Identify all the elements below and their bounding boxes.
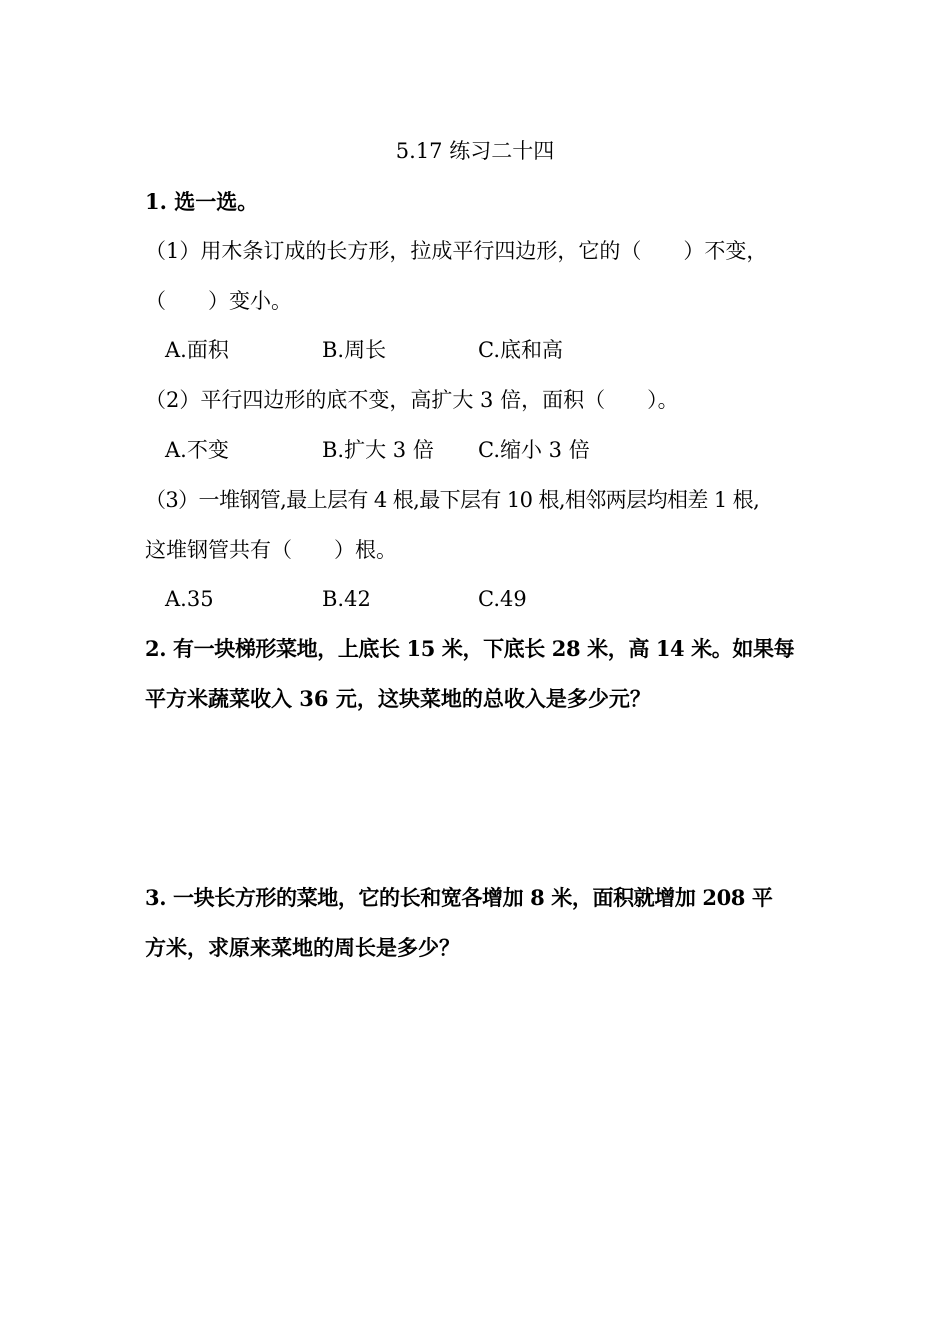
q1-sub2-option-b: B.扩大 3 倍	[322, 438, 434, 462]
page-title: 5.17 练习二十四	[395, 139, 555, 163]
q1-sub1-option-b: B.周长	[322, 338, 387, 362]
q1-sub1-line2: （ ）变小。	[145, 289, 292, 313]
q3-line2: 方米，求原来菜地的周长是多少？	[145, 935, 460, 960]
q1-sub3-line2: 这堆钢管共有（ ）根。	[145, 538, 397, 562]
q3-line1: 3. 一块长方形的菜地，它的长和宽各增加 8 米，面积就增加 208 平	[145, 885, 773, 910]
q1-sub2-option-a: A.不变	[165, 438, 229, 462]
q1-sub2-option-c: C.缩小 3 倍	[478, 438, 590, 462]
q2-line2: 平方米蔬菜收入 36 元，这块菜地的总收入是多少元？	[145, 686, 651, 711]
q1-sub3-option-b: B.42	[322, 587, 371, 611]
q1-sub1-option-c: C.底和高	[478, 338, 563, 362]
q1-sub1-option-a: A.面积	[165, 338, 229, 362]
q2-line1: 2. 有一块梯形菜地，上底长 15 米，下底长 28 米，高 14 米。如果每	[145, 636, 795, 661]
q1-heading: 1. 选一选。	[145, 189, 259, 214]
q1-sub1-line1: （1）用木条订成的长方形，拉成平行四边形，它的（ ）不变，	[145, 239, 768, 263]
q1-sub2-line1: （2）平行四边形的底不变，高扩大 3 倍，面积（ ）。	[145, 388, 679, 412]
q1-sub3-option-a: A.35	[165, 587, 214, 611]
q1-sub3-option-c: C.49	[478, 587, 527, 611]
q1-sub3-line1: （3）一堆钢管,最上层有 4 根,最下层有 10 根,相邻两层均相差 1 根,	[145, 488, 760, 512]
